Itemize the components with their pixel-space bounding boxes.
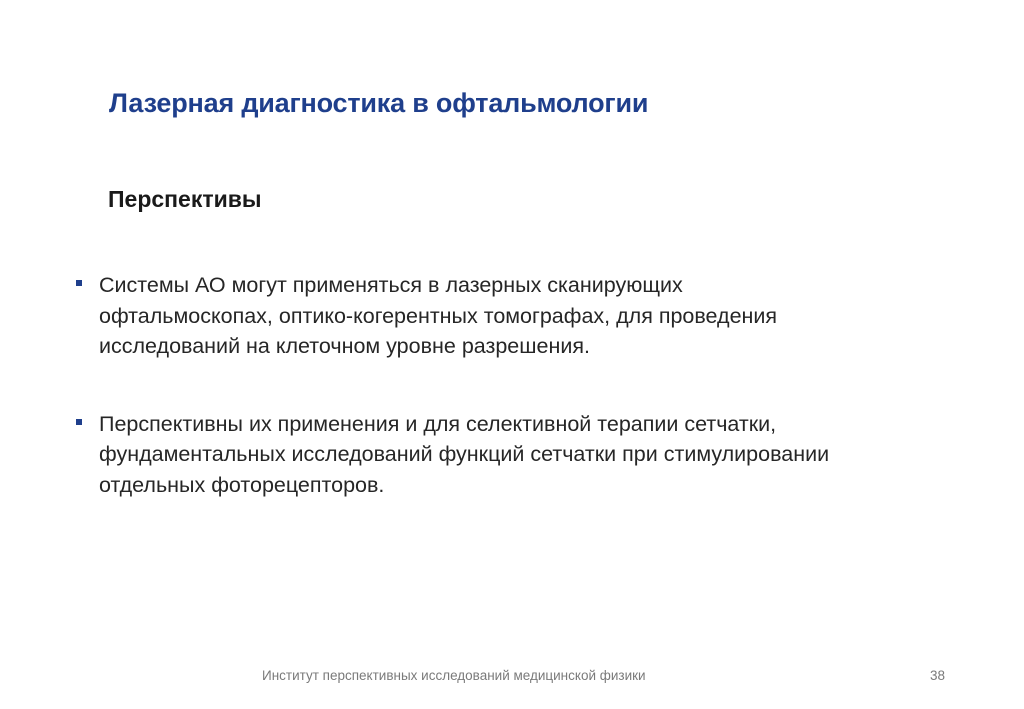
slide-subtitle: Перспективы: [108, 186, 262, 212]
bullet-text: Системы АО могут применяться в лазерных сканирующих офтальмоскопах, оптико-когерентных томографах, для проведения исследований на клеточном уровне разрешения.: [99, 273, 778, 358]
bullet-item: [72, 270, 952, 362]
bullet-text: Перспективны их применения и для селективной терапии сетчатки, фундаментальных исследований функций сетчатки при стимулировании отдельных фоторецепторов.: [99, 411, 830, 497]
square-bullet-icon: [76, 419, 82, 425]
bullet-list: [72, 270, 952, 500]
square-bullet-icon: [76, 280, 82, 286]
page-number: 38: [930, 668, 946, 683]
slide-title: Лазерная диагностика в офтальмологии: [109, 88, 649, 118]
footer-text: Институт перспективных исследований медицинской физики: [262, 668, 646, 683]
bullet-item: [72, 409, 952, 501]
